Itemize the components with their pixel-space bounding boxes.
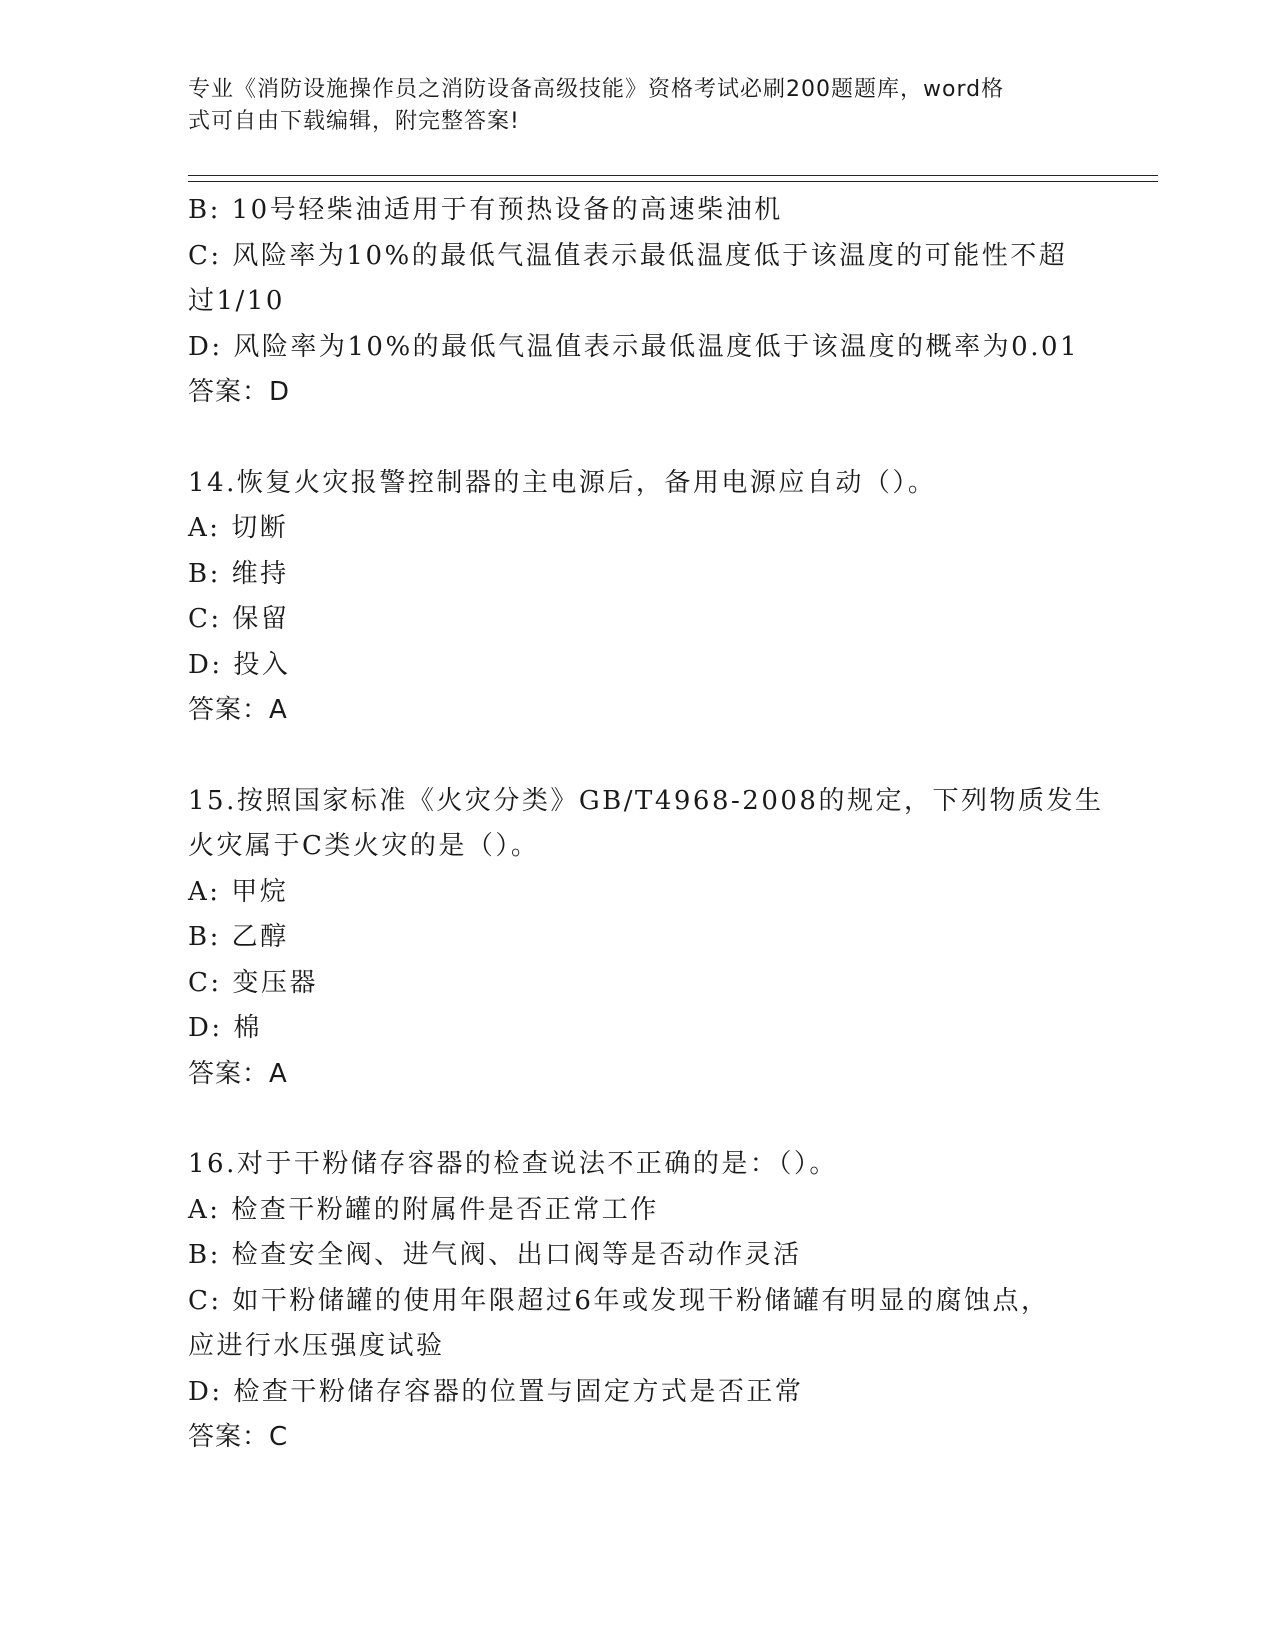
question-16-block bbox=[188, 1142, 1088, 1461]
q14-option-a: A: 切断 bbox=[188, 513, 289, 543]
page-header bbox=[188, 74, 1068, 138]
question-13-block bbox=[188, 188, 1088, 416]
q15-option-c: C: 变压器 bbox=[188, 967, 318, 998]
header-divider-top bbox=[188, 175, 1158, 176]
header-divider-bottom bbox=[188, 181, 1158, 182]
q16-option-c-line-1: C: 如干粉储罐的使用年限超过6年或发现干粉储罐有明显的腐蚀点， bbox=[188, 1285, 1050, 1316]
q14-answer: 答案：A bbox=[188, 695, 288, 725]
q15-question-line-1: 15.按照国家标准《火灾分类》GB/T4968-2008的规定，下列物质发生 bbox=[188, 785, 1104, 816]
q14-question: 14.恢复火灾报警控制器的主电源后，备用电源应自动（）。 bbox=[188, 467, 937, 498]
q15-answer: 答案：A bbox=[188, 1058, 288, 1089]
q13-option-d: D: 风险率为10%的最低气温值表示最低温度低于该温度的概率为0.01 bbox=[188, 331, 1080, 362]
header-title-line-2: 式可自由下载编辑，附完整答案! bbox=[188, 109, 520, 134]
q14-option-b: B: 维持 bbox=[188, 558, 289, 589]
q15-question-line-2: 火灾属于C类火灾的是（）。 bbox=[188, 831, 540, 861]
spacer bbox=[188, 416, 1088, 461]
q15-option-b: B: 乙醇 bbox=[188, 922, 289, 952]
q13-option-c-line-2: 过1/10 bbox=[188, 286, 285, 316]
q16-answer: 答案：C bbox=[188, 1422, 289, 1452]
q16-option-c-line-2: 应进行水压强度试验 bbox=[188, 1331, 445, 1361]
question-list bbox=[188, 188, 1104, 1461]
q15-option-d: D: 棉 bbox=[188, 1013, 262, 1043]
q16-option-b: B: 检查安全阀、进气阀、出口阀等是否动作灵活 bbox=[188, 1240, 802, 1270]
q16-question: 16.对于干粉储存容器的检查说法不正确的是：（）。 bbox=[188, 1149, 838, 1179]
header-title-line-1: 专业《消防设施操作员之消防设备高级技能》资格考试必刷200题题库，word格 bbox=[188, 77, 1005, 102]
q14-option-d: D: 投入 bbox=[188, 649, 291, 680]
question-15-block bbox=[188, 779, 1104, 1098]
q14-option-c: C: 保留 bbox=[188, 604, 290, 634]
spacer bbox=[188, 734, 1088, 779]
q16-option-d: D: 检查干粉储存容器的位置与固定方式是否正常 bbox=[188, 1376, 804, 1407]
q16-option-a: A: 检查干粉罐的附属件是否正常工作 bbox=[188, 1194, 659, 1225]
q13-option-c-line-1: C: 风险率为10%的最低气温值表示最低温度低于该温度的可能性不超 bbox=[188, 240, 1068, 271]
q13-option-b: B: 10号轻柴油适用于有预热设备的高速柴油机 bbox=[188, 195, 783, 225]
q15-option-a: A: 甲烷 bbox=[188, 876, 289, 907]
q13-answer: 答案：D bbox=[188, 377, 291, 407]
spacer bbox=[188, 1097, 1088, 1142]
question-14-block bbox=[188, 461, 1088, 734]
